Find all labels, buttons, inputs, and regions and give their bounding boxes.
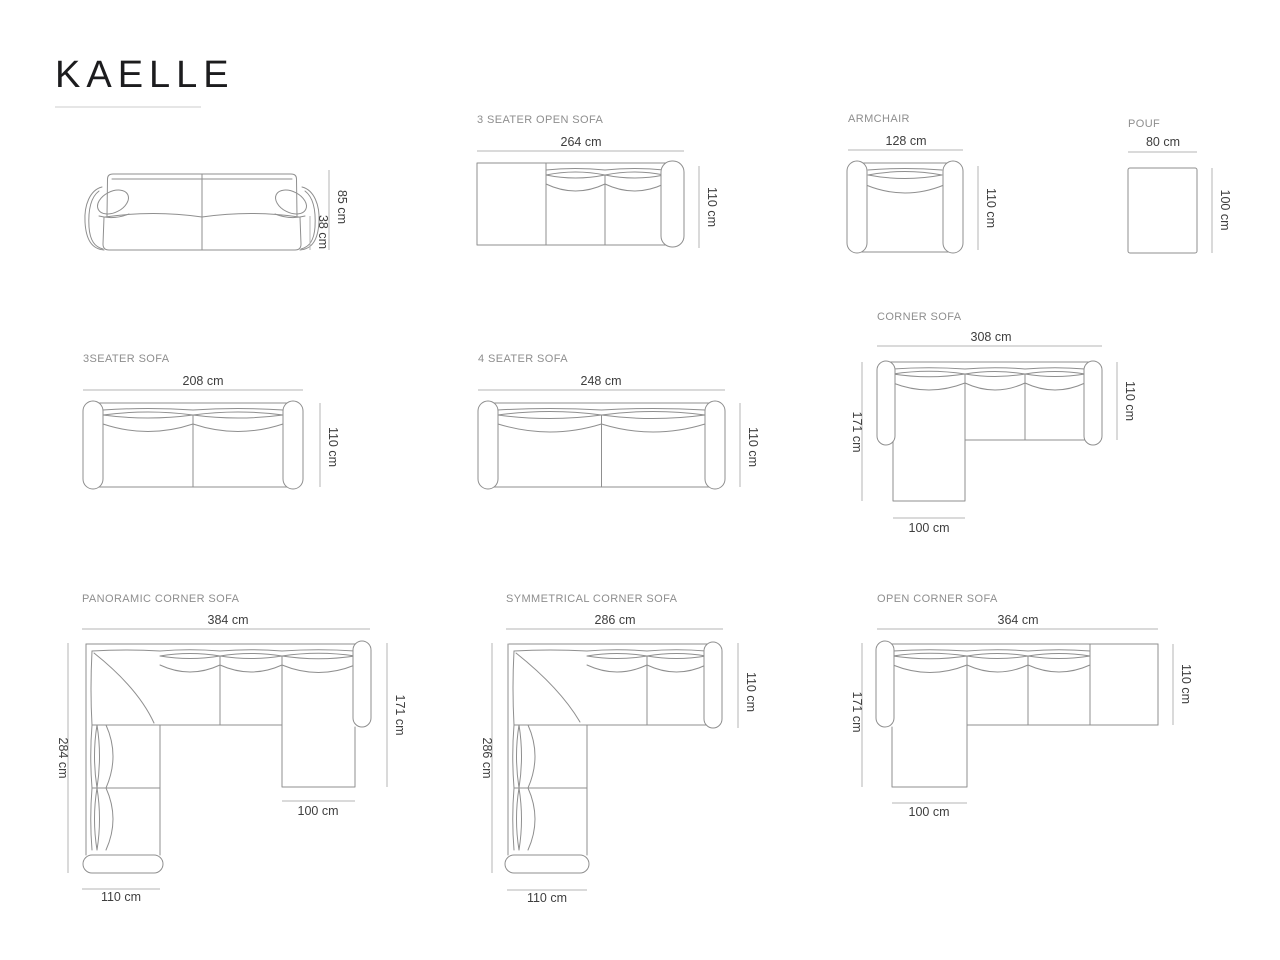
dim-label-chaise-width: 100 cm [297,804,339,818]
dim-label-depth: 110 cm [984,187,998,229]
product-title: PANORAMIC CORNER SOFA [82,593,240,605]
panoramic-outline [86,644,357,855]
dim-label-depth: 110 cm [1179,663,1193,705]
symmetrical-outline [508,644,710,855]
diagram-4-seater-sofa [478,353,760,489]
diagram-sofa-side-view [85,170,349,250]
dim-label-width: 364 cm [997,613,1039,627]
product-title: 4 SEATER SOFA [478,353,568,365]
dim-label-depth: 110 cm [1123,380,1137,422]
sofa-top-outline [477,163,672,245]
armrest-right [704,642,722,728]
dim-label-width: 128 cm [885,134,927,148]
armrest-right [1084,361,1102,445]
dim-label-left-length: 284 cm [56,737,70,779]
dim-label-depth: 110 cm [326,426,340,468]
diagram-corner-sofa [850,311,1137,535]
dim-label-depth: 110 cm [705,186,719,228]
armrest-left [478,401,498,489]
dim-label-chaise-width: 100 cm [908,805,950,819]
dim-label-left-length: 171 cm [850,691,864,733]
dim-label-seat-height: 38 cm [316,214,330,250]
product-title: CORNER SOFA [877,311,962,323]
diagram-3-seater-open-sofa [477,114,719,248]
diagram-3-seater-sofa [83,353,340,489]
armrest-right [943,161,963,253]
dim-label-width: 248 cm [580,374,622,388]
product-title: POUF [1128,118,1161,130]
armrest-bottom [83,855,163,873]
armrest-right [353,641,371,727]
corner-sofa-outline [886,362,1093,501]
dim-label-left-length: 286 cm [480,737,494,779]
diagram-symmetrical-corner-sofa [480,593,758,905]
sofa-top-outline [488,403,715,487]
brand-logo: KAELLE [55,54,235,96]
dim-label-height: 85 cm [335,189,349,225]
product-title: ARMCHAIR [848,113,910,125]
diagram-pouf [1128,118,1232,253]
sofa-side-outline [85,174,319,250]
dim-label-leg-width: 110 cm [100,890,142,904]
armrest-left [83,401,103,489]
product-title: 3 SEATER OPEN SOFA [477,114,604,126]
armrest-bottom [505,855,589,873]
sofa-top-outline [92,403,294,487]
dim-label-width: 80 cm [1145,135,1181,149]
dim-label-leg-width: 110 cm [526,891,568,905]
dim-label-depth: 110 cm [744,671,758,713]
armrest-left [877,361,895,445]
diagram-armchair [847,113,998,253]
dim-label-width: 308 cm [970,330,1012,344]
armchair-top-outline [856,163,954,252]
diagram-panoramic-corner-sofa [56,593,407,904]
product-title: 3SEATER SOFA [83,353,170,365]
dim-label-width: 286 cm [594,613,636,627]
dim-label-depth: 110 cm [746,426,760,468]
armrest-right [661,161,684,247]
armrest-right [283,401,303,489]
armrest-left [876,641,894,727]
pouf-outline [1128,168,1197,253]
armrest-right [705,401,725,489]
dim-label-width: 384 cm [207,613,249,627]
dim-label-chaise-width: 100 cm [908,521,950,535]
diagram-open-corner-sofa [850,593,1193,819]
dim-label-width: 208 cm [182,374,224,388]
product-title: SYMMETRICAL CORNER SOFA [506,593,678,605]
dim-label-right-length: 171 cm [393,694,407,736]
product-title: OPEN CORNER SOFA [877,593,998,605]
armrest-left [847,161,867,253]
open-corner-outline [886,644,1158,787]
dim-label-depth: 100 cm [1218,189,1232,231]
dim-label-chaise-length: 171 cm [850,411,864,453]
dim-label-width: 264 cm [560,135,602,149]
